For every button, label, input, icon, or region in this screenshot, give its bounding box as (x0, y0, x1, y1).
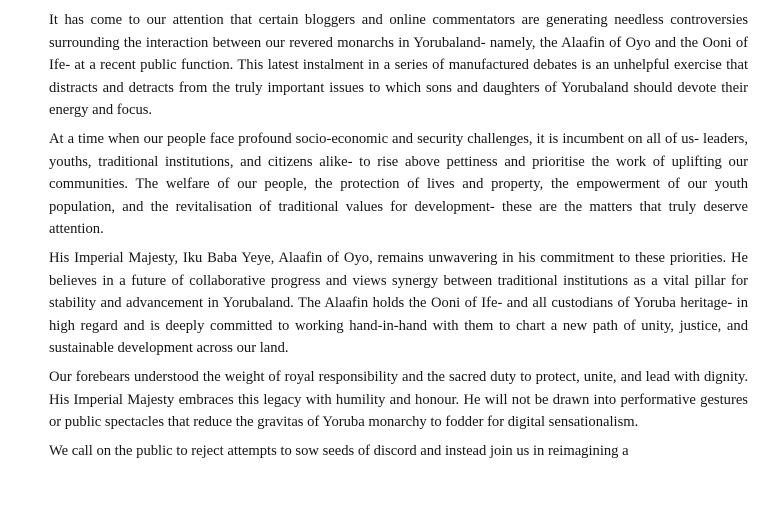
paragraph-5: We call on the public to reject attempts to sow seeds of discord and instead join us in reimagining a (49, 442, 629, 459)
paragraph-1: It has come to our attention that certain bloggers and online commentators are generating needless controversies surrounding the interaction between our revered monarchs in Yorubaland- namely, the Alaafin of Oyo and the Ooni of Ife- at a recent public function. This latest instalment in a series of manufactured debates is an unhelpful exercise that distracts and detracts from the truly important issues to which sons and daughters of Yorubaland should devote their energy and focus. (49, 12, 748, 119)
statement-body (49, 9, 748, 468)
paragraph-2: At a time when our people face profound socio-economic and security challenges, it is incumbent on all of us- leaders, youths, traditional institutions, and citizens alike- to rise above pettiness and prioritise the work of uplifting our communities. The welfare of our people, the protection of lives and property, the empowerment of our youth population, and the revitalisation of traditional values for development- these are the matters that truly deserve attention. (49, 130, 748, 238)
paragraph-3: His Imperial Majesty, Iku Baba Yeye, Alaafin of Oyo, remains unwavering in his commitment to these priorities. He believes in a future of collaborative progress and views synergy between traditional institutions as a vital pillar for stability and advancement in Yorubaland. The Alaafin holds the Ooni of Ife- and all custodians of Yoruba heritage- in high regard and is deeply committed to working hand-in-hand with them to chart a new path of unity, justice, and sustainable development across our land. (49, 249, 748, 357)
paragraph-4: Our forebears understood the weight of royal responsibility and the sacred duty to protect, unite, and lead with dignity. His Imperial Majesty embraces this legacy with humility and honour. He will not be drawn into performative gestures or public spectacles that reduce the gravitas of Yoruba monarchy to fodder for digital sensationalism. (49, 368, 748, 431)
